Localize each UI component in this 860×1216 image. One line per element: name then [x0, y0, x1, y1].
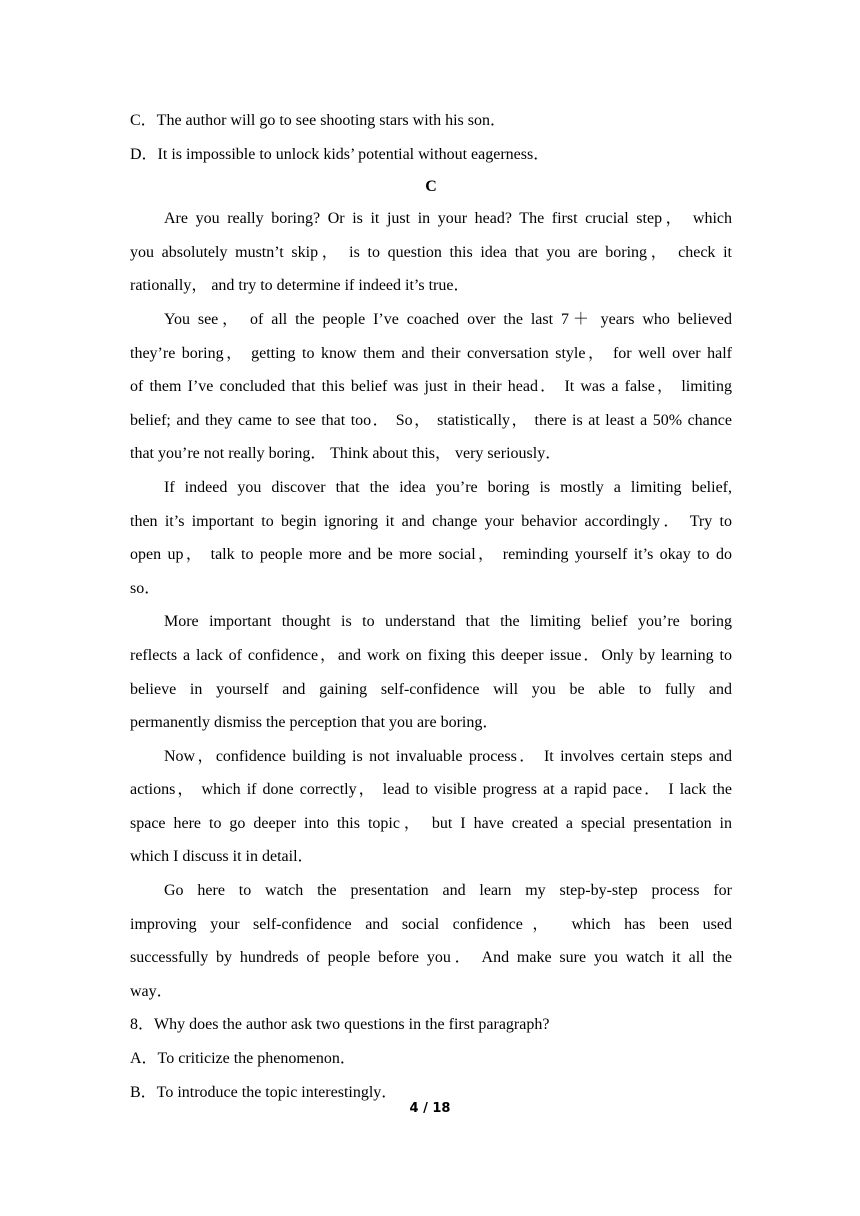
- passage-paragraph-5: [130, 740, 732, 874]
- paragraph-line: improving your self-confidence and social confidence， which has been used: [130, 915, 732, 933]
- paragraph-line: believe in yourself and gaining self-confidence will you be able to fully and: [130, 680, 732, 698]
- paragraph-line: More important thought is to understand that the limiting belief you’re boring: [164, 613, 732, 631]
- page-number: 4 / 18: [409, 1101, 451, 1116]
- paragraph-line: belief; and they came to see that too． So， statistically， there is at least a 50% chance: [130, 411, 732, 429]
- paragraph-line: of them I’ve concluded that this belief was just in their head． It was a false， limiting: [130, 378, 732, 396]
- paragraph-line: If indeed you discover that the idea you’re boring is mostly a limiting belief,: [164, 478, 732, 496]
- paragraph-line: Go here to watch the presentation and learn my step-by-step process for: [164, 882, 732, 900]
- passage-paragraph-1: [130, 202, 732, 303]
- paragraph-line: way．: [130, 982, 173, 1000]
- passage-paragraph-6: [130, 874, 732, 1008]
- page-content: [130, 104, 732, 1109]
- paragraph-line: which I discuss it in detail．: [130, 848, 314, 866]
- paragraph-line: permanently dismiss the perception that you are boring．: [130, 714, 499, 732]
- paragraph-line: Now，confidence building is not invaluable process． It involves certain steps and: [164, 747, 732, 765]
- answer-option-c: C．The author will go to see shooting stars with his son．: [130, 112, 506, 129]
- answer-option-a: A．To criticize the phenomenon．: [130, 1050, 356, 1068]
- passage-paragraph-3: [130, 471, 732, 605]
- section-heading: C: [425, 178, 437, 196]
- passage-paragraph-4: [130, 605, 732, 739]
- paragraph-line: then it’s important to begin ignoring it and change your behavior accordingly． Try to: [130, 512, 732, 530]
- paragraph-line: open up， talk to people more and be more social， reminding yourself it’s okay to do: [130, 546, 732, 564]
- answer-option-d: D．It is impossible to unlock kids’ potential without eagerness．: [130, 145, 550, 163]
- paragraph-line: rationally， and try to determine if indeed it’s true．: [130, 277, 470, 295]
- passage-paragraph-2: [130, 303, 732, 471]
- paragraph-line: successfully by hundreds of people before you． And make sure you watch it all the: [130, 949, 732, 967]
- paragraph-line: you absolutely mustn’t skip， is to question this idea that you are boring， check it: [130, 243, 732, 261]
- paragraph-line: that you’re not really boring． Think about this， very seriously．: [130, 445, 562, 463]
- paragraph-line: Are you really boring? Or is it just in your head? The first crucial step， which: [164, 210, 732, 228]
- paragraph-line: reflects a lack of confidence，and work on fixing this deeper issue．Only by learning to: [130, 646, 732, 664]
- paragraph-line: space here to go deeper into this topic， but I have created a special presentation in: [130, 814, 732, 832]
- paragraph-line: they’re boring， getting to know them and their conversation style， for well over half: [130, 344, 732, 362]
- paragraph-line: You see， of all the people I’ve coached over the last 7＋ years who believed: [164, 310, 732, 328]
- paragraph-line: so．: [130, 579, 161, 597]
- answer-option-b: B．To introduce the topic interestingly．: [130, 1083, 398, 1101]
- question-8: 8．Why does the author ask two questions in the first paragraph?: [130, 1016, 550, 1034]
- paragraph-line: actions， which if done correctly， lead to visible progress at a rapid pace． I lack the: [130, 781, 732, 799]
